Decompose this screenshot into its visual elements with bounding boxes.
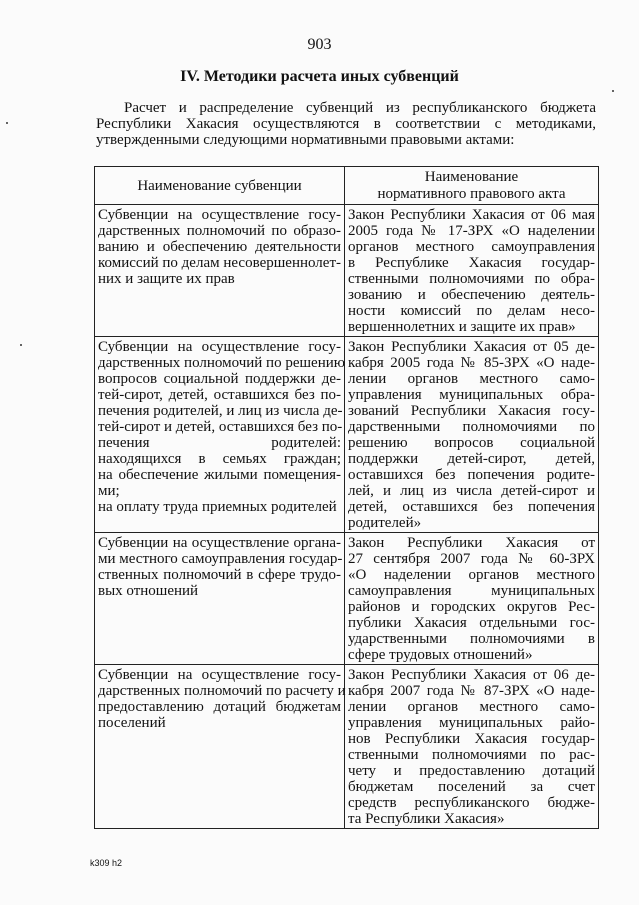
- table-row: [95, 205, 599, 337]
- scan-speck: [20, 344, 22, 346]
- subsidy-name-cell-line: предоставлению дотаций бюджетам: [98, 699, 341, 715]
- legal-act-cell-line: вершеннолетних и защите их прав»: [348, 319, 576, 335]
- intro-line: Республики Хакасия осуществляются в соответствии с методиками,: [96, 116, 596, 132]
- intro-paragraph: [96, 100, 596, 148]
- legal-act-cell-line: органов местного самоуправления: [348, 239, 595, 255]
- legal-act-cell-line: зованию и обеспечению деятель-: [348, 287, 595, 303]
- legal-act-cell-line: средств республиканского бюдже-: [348, 795, 595, 811]
- subsidy-name-cell-line: ми;: [98, 483, 120, 499]
- legal-act-cell-line: ности комиссий по делам несо-: [348, 303, 595, 319]
- legal-act-cell-line: лении органов местного само-: [348, 699, 595, 715]
- header-act-line: Наименование: [424, 169, 519, 185]
- subsidy-name-cell-line: тей-сирот и детей, оставшихся без по-: [98, 419, 343, 435]
- legal-act-cell-line: дарственными полномочиями по: [348, 419, 595, 435]
- legal-act-cell-line: та Республики Хакасия»: [348, 811, 505, 827]
- legal-act-cell-line: детей, оставшихся без попечения: [348, 499, 595, 515]
- subsidy-name-cell-line: на обеспечение жилыми помещения-: [98, 467, 341, 483]
- legal-act-cell-line: «О наделении органов местного: [348, 567, 595, 583]
- subsidy-name-cell-line: ми местного самоуправления государ-: [98, 551, 343, 567]
- scan-speck: [6, 122, 8, 124]
- subsidy-name-cell: [95, 205, 345, 337]
- subsidy-name-cell-line: находящихся в семьях граждан;: [98, 451, 341, 467]
- legal-act-cell-line: чету и предоставлению дотаций: [348, 763, 595, 779]
- header-act-line: нормативного правового акта: [377, 186, 566, 202]
- header-act-name: [345, 167, 599, 205]
- intro-line: утвержденными следующими нормативными правовыми актами:: [96, 132, 515, 148]
- table-row: [95, 337, 599, 533]
- subsidy-name-cell-line: поселений: [98, 715, 166, 731]
- legal-act-cell-line: ударственными полномочиями в: [348, 631, 595, 647]
- legal-act-cell-line: поддержки детей-сирот, детей,: [348, 451, 595, 467]
- table-row: [95, 665, 599, 829]
- legal-act-cell-line: самоуправления муниципальных: [348, 583, 595, 599]
- legal-act-cell-line: 27 сентября 2007 года № 60-ЗРХ: [348, 551, 595, 567]
- scan-speck: [612, 90, 614, 92]
- legal-act-cell-line: лей, и лиц из числа детей-сирот и: [348, 483, 595, 499]
- subsidy-name-cell-line: печения родителей, и лиц из числа де-: [98, 403, 343, 419]
- legal-act-cell: [345, 533, 599, 665]
- subsidy-name-cell-line: Субвенции на осуществление госу-: [98, 339, 341, 355]
- subsidy-name-cell-line: Субвенции на осуществление госу-: [98, 667, 341, 683]
- subsidy-name-cell-line: Субвенции на осуществление органа-: [98, 535, 341, 551]
- page-number: 903: [307, 36, 332, 53]
- legal-act-cell-line: Закон Республики Хакасия от 05 де-: [348, 339, 595, 355]
- subsidy-name-cell-line: них и защите их прав: [98, 271, 235, 287]
- table-body: [95, 205, 599, 829]
- legal-act-cell-line: нов Республики Хакасия государ-: [348, 731, 595, 747]
- subsidy-name-cell-line: ственных полномочий в сфере трудо-: [98, 567, 341, 583]
- subsidy-name-cell-line: на оплату труда приемных родителей: [98, 499, 337, 515]
- legal-act-cell-line: зований Республики Хакасия госу-: [348, 403, 595, 419]
- legal-act-cell-line: публики Хакасия отдельными гос-: [348, 615, 595, 631]
- intro-line: Расчет и распределение субвенций из республиканского бюджета: [124, 100, 596, 116]
- legal-act-cell: [345, 337, 599, 533]
- subsidies-acts-table: [94, 166, 599, 829]
- table-header-row: [95, 167, 599, 205]
- table-row: [95, 533, 599, 665]
- legal-act-cell: [345, 665, 599, 829]
- subsidy-name-cell-line: ванию и обеспечению деятельности: [98, 239, 341, 255]
- subsidy-name-cell-line: дарственных полномочий по расчету и: [98, 683, 346, 699]
- legal-act-cell-line: районов и городских округов Рес-: [348, 599, 595, 615]
- header-subsidy-name: Наименование субвенции: [95, 167, 345, 205]
- subsidy-name-cell-line: комиссий по делам несовершеннолет-: [98, 255, 341, 271]
- subsidy-name-cell-line: печения родителей:: [98, 435, 341, 451]
- subsidy-name-cell: [95, 337, 345, 533]
- subsidy-name-cell-line: вых отношений: [98, 583, 199, 599]
- legal-act-cell: [345, 205, 599, 337]
- subsidy-name-cell: [95, 533, 345, 665]
- legal-act-cell-line: сфере трудовых отношений»: [348, 647, 533, 663]
- legal-act-cell-line: кабря 2007 года № 87-ЗРХ «О наде-: [348, 683, 595, 699]
- legal-act-cell-line: управления муниципальных райо-: [348, 715, 595, 731]
- legal-act-cell-line: решению вопросов социальной: [348, 435, 595, 451]
- legal-act-cell-line: ственными полномочиями по обра-: [348, 271, 595, 287]
- footer-code: k309 h2: [90, 858, 123, 868]
- subsidy-name-cell-line: дарственных полномочий по образо-: [98, 223, 341, 239]
- subsidy-name-cell-line: Субвенции на осуществление госу-: [98, 207, 341, 223]
- legal-act-cell-line: лении органов местного само-: [348, 371, 595, 387]
- legal-act-cell-line: ственными полномочиями по рас-: [348, 747, 595, 763]
- legal-act-cell-line: Закон Республики Хакасия от: [348, 535, 595, 551]
- legal-act-cell-line: кабря 2005 года № 85-ЗРХ «О наде-: [348, 355, 595, 371]
- legal-act-cell-line: родителей»: [348, 515, 422, 531]
- section-title: IV. Методики расчета иных субвенций: [180, 68, 459, 85]
- legal-act-cell-line: бюджетам поселений за счет: [348, 779, 595, 795]
- legal-act-cell-line: Закон Республики Хакасия от 06 де-: [348, 667, 595, 683]
- legal-act-cell-line: 2005 года № 17-ЗРХ «О наделении: [348, 223, 595, 239]
- legal-act-cell-line: Закон Республики Хакасия от 06 мая: [348, 207, 595, 223]
- subsidy-name-cell-line: вопросов социальной поддержки де-: [98, 371, 341, 387]
- subsidy-name-cell-line: тей-сирот, детей, оставшихся без по-: [98, 387, 341, 403]
- legal-act-cell-line: в Республике Хакасия государ-: [348, 255, 595, 271]
- subsidy-name-cell-line: дарственных полномочий по решению: [98, 355, 345, 371]
- legal-act-cell-line: управления муниципальных обра-: [348, 387, 595, 403]
- subsidy-name-cell: [95, 665, 345, 829]
- legal-act-cell-line: оставшихся без попечения родите-: [348, 467, 595, 483]
